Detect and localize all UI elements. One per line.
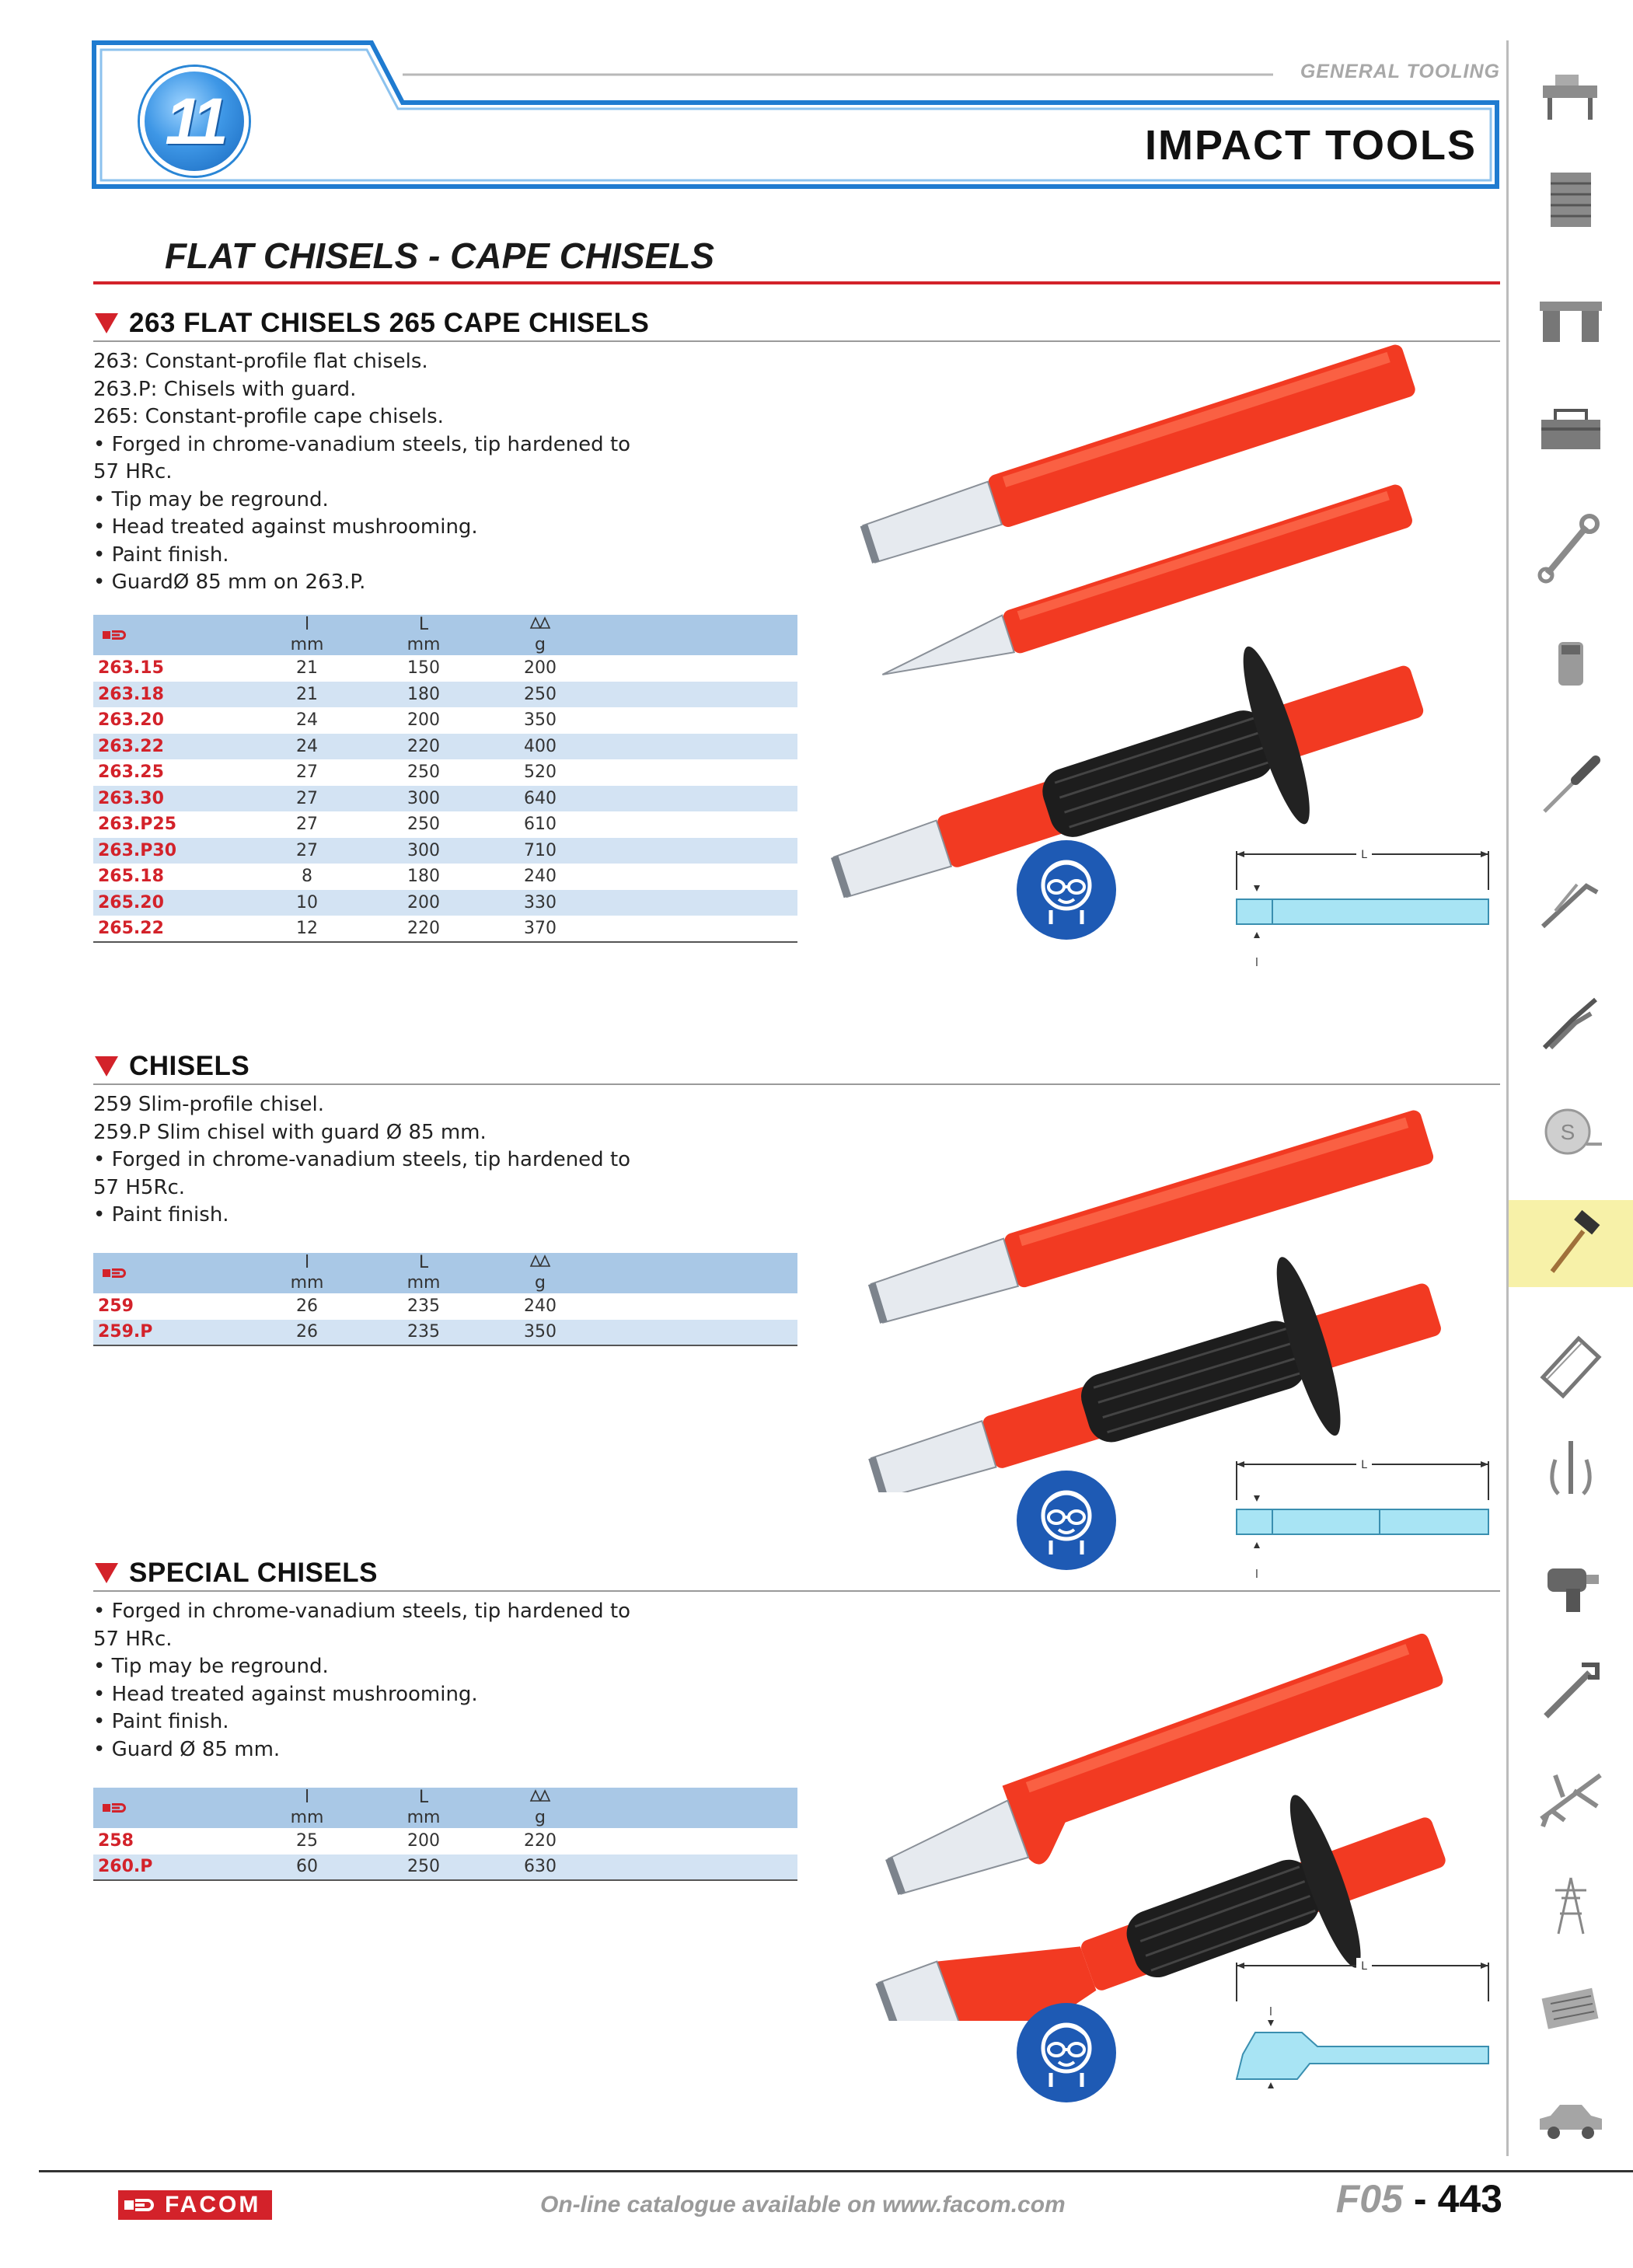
table-row: 265.20 10 200 330 [93,890,797,916]
description-line: • Forged in chrome-vanadium steels, tip hardened to [93,1148,631,1171]
table-header-row [93,1788,797,1828]
description-line: • Guard Ø 85 mm. [93,1737,281,1761]
chapter-tab-tool-cabinet[interactable] [1509,157,1633,244]
chapter-tab-socket[interactable] [1509,622,1633,709]
page-separator: - [1413,2177,1427,2221]
socket-icon [1532,626,1610,704]
puller-icon [1532,1429,1610,1506]
table-row: 263.P30 27 300 710 [93,838,797,864]
facom-reference-icon [103,1802,129,1814]
table-row: 260.P 60 250 630 [93,1855,797,1881]
aircraft-icon [1532,1760,1610,1837]
chapter-tab-hacksaw[interactable] [1509,1318,1633,1405]
reference-column-header [93,1253,249,1293]
chapter-tab-measuring-tape[interactable] [1509,1088,1633,1175]
svg-text:S: S [1560,1120,1575,1144]
width-column-header: l mm [290,1788,324,1827]
description-line: • Tip may be reground. [93,1655,329,1678]
chapter-tab-screwdriver[interactable] [1509,740,1633,827]
flat-chisels-illustration [808,342,1469,902]
dimension-drawing-263 [1232,843,1496,968]
description-line: 57 HRc. [93,1627,173,1651]
description-line: 259 Slim-profile chisel. [93,1093,324,1116]
table-row: 259.P 26 235 350 [93,1320,797,1346]
pliers-icon [1532,982,1610,1060]
section-title: SPECIAL CHISELS [129,1558,378,1588]
triangle-marker-icon [95,1563,118,1583]
chapter-tab-pipe-wrench[interactable] [1509,1645,1633,1732]
description-line: • Head treated against mushrooming. [93,515,478,539]
table-row: 263.20 24 200 350 [98,710,557,731]
description-line: • Paint finish. [93,1710,229,1733]
spec-table-258-260 [93,1788,797,1881]
page-number-value: 443 [1437,2177,1502,2221]
chapter-tab-aircraft[interactable] [1509,1755,1633,1842]
width-column-header: l mm [290,1253,324,1293]
bench-icon [1532,278,1610,356]
width-column-header: l mm [290,615,324,654]
table-header-row [93,1253,797,1293]
chapter-tab-pylon[interactable] [1509,1862,1633,1949]
length-column-header: L mm [407,1253,441,1293]
svg-text:L: L [1361,1459,1367,1471]
svg-text:l: l [1255,1568,1258,1581]
weight-icon [529,616,552,630]
reference-column-header [93,1788,249,1828]
safety-goggles-icon [1017,1471,1116,1570]
chapter-number: 11 [165,84,224,158]
facom-reference-icon [103,629,129,641]
section-heading [93,306,1500,342]
circuit-board-icon [1532,1970,1610,2047]
description-line: • Tip may be reground. [93,487,329,511]
chapter-tab-workbench[interactable] [1509,50,1633,137]
description-line: 259.P Slim chisel with guard Ø 85 mm. [93,1120,487,1144]
table-row: 265.18 8 180 240 [98,867,557,887]
chapter-tab-strip [1506,40,1633,2156]
description-line: 263: Constant-profile flat chisels. [93,350,428,373]
hammer-icon [1532,1205,1610,1282]
description-line: • Forged in chrome-vanadium steels, tip hardened to [93,432,631,456]
facom-logo [118,2190,272,2220]
svg-text:l: l [1255,957,1258,968]
section-label: GENERAL TOOLING [1300,61,1500,82]
hacksaw-icon [1532,1323,1610,1401]
description-line: • Paint finish. [93,1203,229,1226]
hex-key-icon [1532,864,1610,942]
description-line: • Head treated against mushrooming. [93,1682,478,1706]
page-number [1336,2176,1502,2221]
pylon-icon [1532,1867,1610,1945]
svg-text:l: l [1269,2006,1272,2019]
chapter-tab-bench[interactable] [1509,274,1633,361]
wrench-icon [1532,508,1610,586]
weight-column-header: g [482,1788,598,1828]
weight-icon [529,1788,552,1802]
brand-name: FACOM [165,2192,261,2217]
section-heading [93,1049,1500,1085]
car-icon [1532,2080,1610,2158]
chapter-tab-puller[interactable] [1509,1424,1633,1511]
section-title: CHISELS [129,1051,250,1081]
weight-column-header: g [482,615,598,655]
chapter-tab-circuit-board[interactable] [1509,1965,1633,2052]
chapter-tab-hex-key[interactable] [1509,860,1633,947]
chapter-tab-wrench[interactable] [1509,504,1633,591]
chapter-tab-hammer[interactable] [1509,1200,1633,1287]
description-line: 263.P: Chisels with guard. [93,377,357,401]
table-row: 263.30 27 300 640 [93,786,797,812]
length-column-header: L mm [407,615,441,654]
chapter-tab-pliers[interactable] [1509,978,1633,1065]
table-row: 263.18 21 180 250 [93,682,797,708]
description-line: 265: Constant-profile cape chisels. [93,405,444,428]
table-row: 265.22 12 220 370 [93,916,797,942]
facom-logo-icon [124,2196,157,2214]
table-row: 263.25 27 250 520 [98,762,557,783]
weight-column-header: g [482,1253,598,1293]
section-heading [93,1556,1500,1592]
dimension-drawing-258 [1232,1955,1496,2095]
svg-text:L: L [1361,1960,1367,1973]
triangle-marker-icon [95,1056,118,1076]
footer-divider [39,2170,1633,2172]
table-row: 259 26 235 240 [98,1296,557,1317]
safety-goggles-icon [1017,2003,1116,2102]
online-catalogue-link[interactable]: On-line catalogue available on www.facom.com [540,2192,1066,2217]
pipe-wrench-icon [1532,1649,1610,1727]
triangle-marker-icon [95,313,118,333]
table-header-row [93,615,797,655]
table-row: 258 25 200 220 [98,1831,557,1851]
workbench-icon [1532,54,1610,132]
page-heading: IMPACT TOOLS [1145,122,1477,169]
length-column-header: L mm [407,1788,441,1827]
description-line: • Paint finish. [93,543,229,567]
facom-reference-icon [103,1267,129,1279]
page-title: FLAT CHISELS - CAPE CHISELS [165,236,715,276]
table-row: 263.P25 27 250 610 [98,815,557,835]
title-divider [93,281,1500,284]
catalogue-code: F05 [1335,2177,1403,2221]
chapter-tab-car[interactable] [1509,2075,1633,2162]
spec-table-263-265 [93,615,797,943]
chapter-tab-impact-wrench[interactable] [1509,1540,1633,1628]
reference-column-header [93,615,249,655]
spec-table-259 [93,1253,797,1346]
screwdriver-icon [1532,745,1610,822]
safety-goggles-icon [1017,840,1116,940]
header-frame [92,40,1500,193]
description-line: 57 H5Rc. [93,1175,186,1199]
table-row: 263.22 24 220 400 [93,734,797,760]
chapter-badge [140,67,249,176]
slim-chisels-illustration [847,1088,1469,1492]
tool-cabinet-icon [1532,162,1610,239]
toolbox-icon [1532,392,1610,469]
description-line: • GuardØ 85 mm on 263.P. [93,570,366,594]
description-line: 57 HRc. [93,460,173,483]
page-header [92,40,1500,193]
section-title: 263 FLAT CHISELS 265 CAPE CHISELS [129,308,650,338]
table-row: 263.15 21 150 200 [98,658,557,679]
impact-wrench-icon [1532,1545,1610,1623]
description-line: • Forged in chrome-vanadium steels, tip hardened to [93,1600,631,1623]
svg-text:L: L [1361,849,1367,861]
weight-icon [529,1254,552,1268]
chapter-tab-toolbox[interactable] [1509,387,1633,474]
measuring-tape-icon [1532,1093,1610,1171]
